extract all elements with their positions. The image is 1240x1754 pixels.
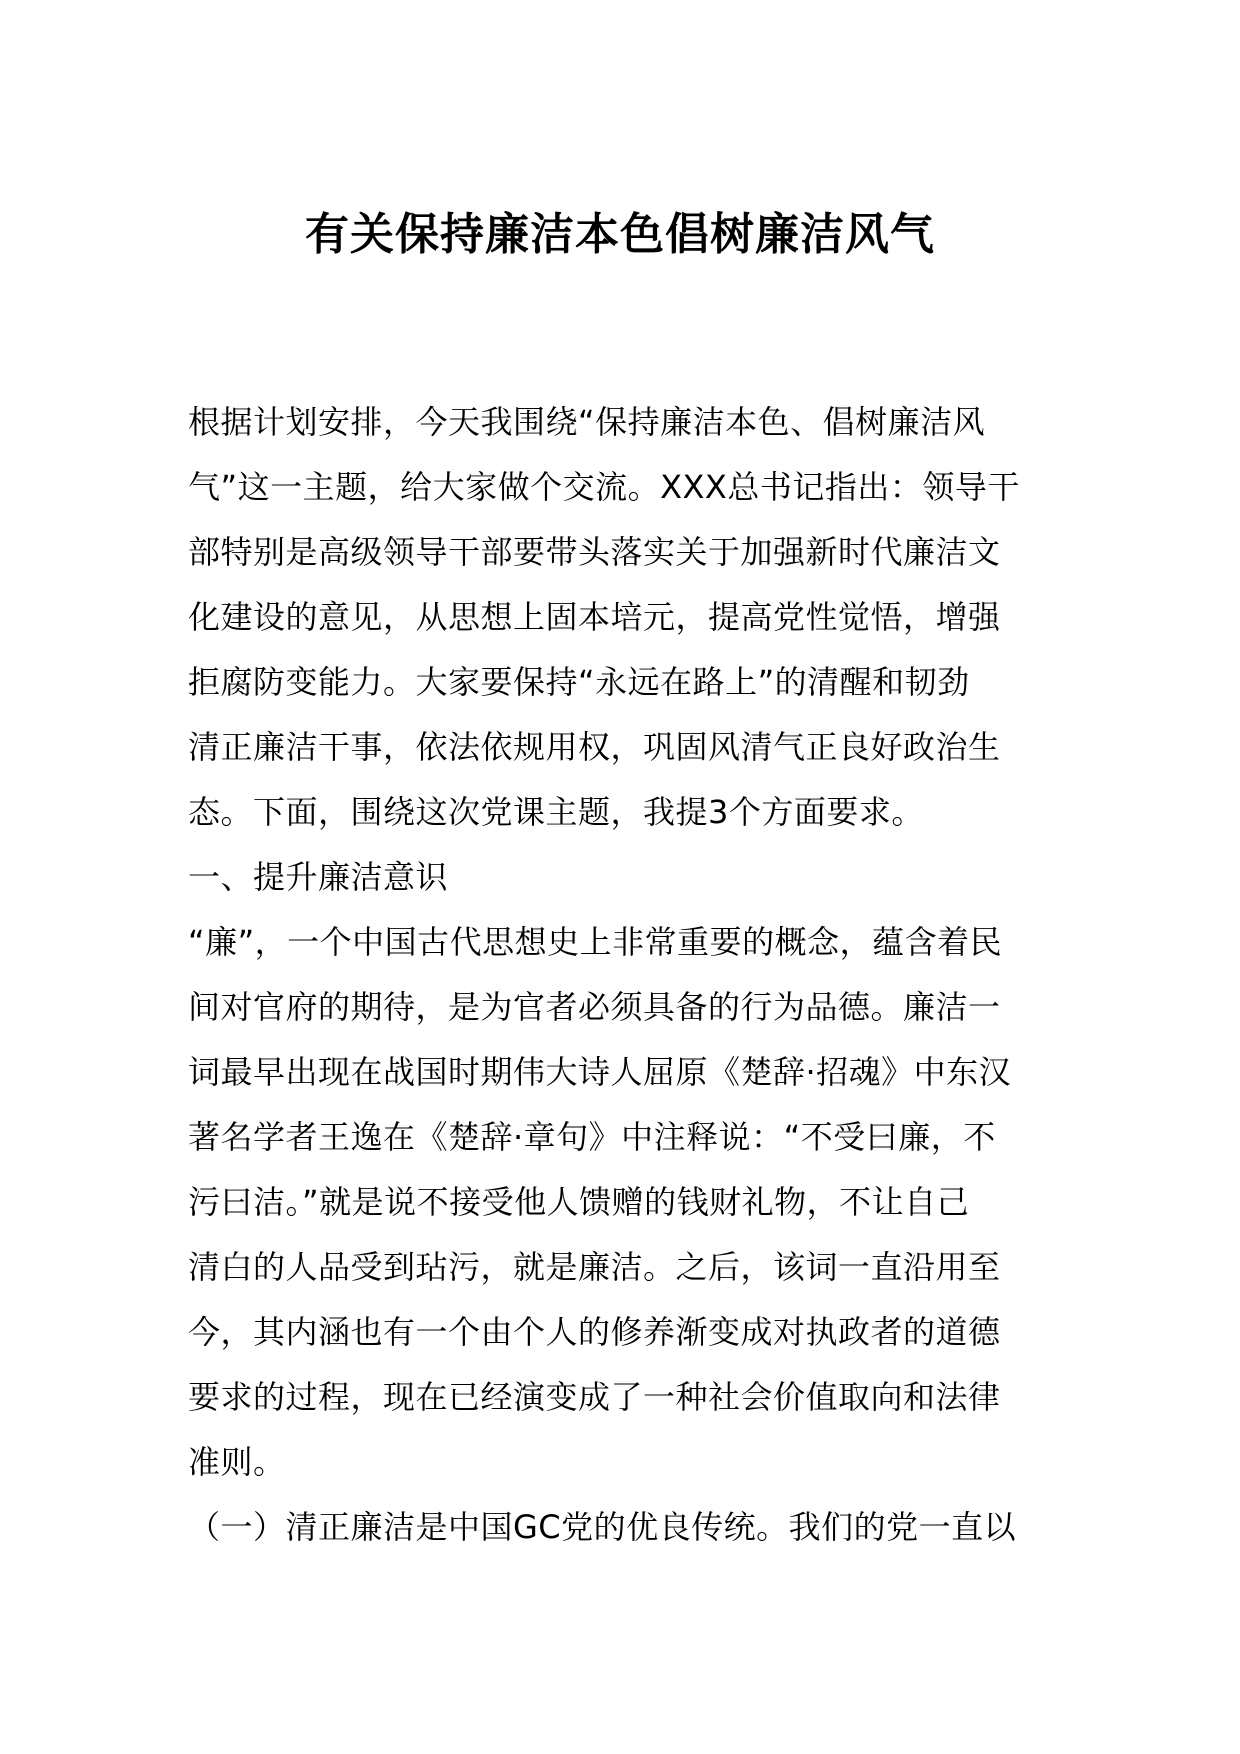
subsection-heading: （一）清正廉洁是中国GC党的优良传统。我们的党一直以 [188, 1508, 1017, 1546]
body-line: 气”这一主题，给大家做个交流。XXX总书记指出：领导干 [188, 468, 1020, 506]
body-line: 清白的人品受到玷污，就是廉洁。之后，该词一直沿用至 [188, 1248, 1001, 1286]
body-line: 著名学者王逸在《楚辞·章句》中注释说：“不受曰廉，不 [188, 1118, 996, 1156]
body-line: 拒腐防变能力。大家要保持“永远在路上”的清醒和韧劲 [188, 663, 970, 701]
document-body [188, 390, 1058, 1560]
body-line: 词最早出现在战国时期伟大诗人屈原《楚辞·招魂》中东汉 [188, 1053, 1012, 1091]
body-line: 准则。 [188, 1443, 286, 1481]
body-line: 污曰洁。”就是说不接受他人馈赠的钱财礼物，不让自己 [188, 1183, 970, 1221]
body-line: 部特别是高级领导干部要带头落实关于加强新时代廉洁文 [188, 533, 1001, 571]
body-line: 间对官府的期待，是为官者必须具备的行为品德。廉洁一 [188, 988, 1001, 1026]
body-line: 要求的过程，现在已经演变成了一种社会价值取向和法律 [188, 1378, 1001, 1416]
body-line: 清正廉洁干事，依法依规用权，巩固风清气正良好政治生 [188, 728, 1001, 766]
document-title: 有关保持廉洁本色倡树廉洁风气 [305, 209, 935, 260]
body-line: “廉”，一个中国古代思想史上非常重要的概念，蕴含着民 [188, 923, 1003, 961]
body-line: 化建设的意见，从思想上固本培元，提高党性觉悟，增强 [188, 598, 1001, 636]
body-line: 根据计划安排，今天我围绕“保持廉洁本色、倡树廉洁风 [188, 403, 986, 441]
body-line: 今，其内涵也有一个由个人的修养渐变成对执政者的道德 [188, 1313, 1001, 1351]
section-heading: 一、提升廉洁意识 [188, 858, 449, 896]
body-line: 态。下面，围绕这次党课主题，我提3个方面要求。 [188, 793, 924, 831]
